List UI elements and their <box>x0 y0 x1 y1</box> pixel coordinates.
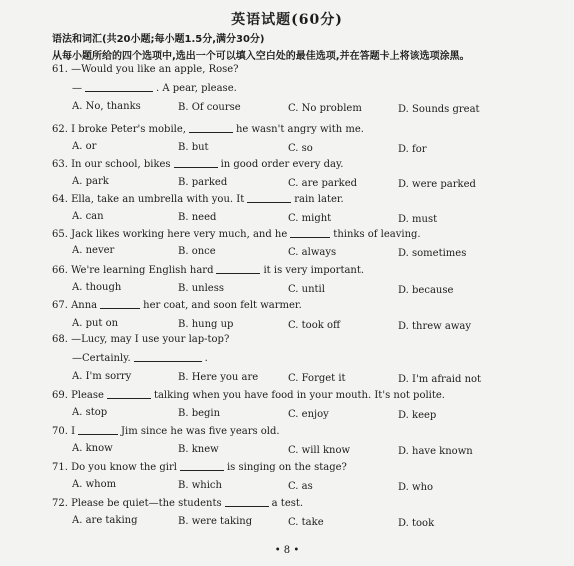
option-a: A. No, thanks <box>72 101 141 112</box>
answer-blank <box>290 228 330 238</box>
option-row <box>0 515 574 529</box>
option-c: C. will know <box>288 445 351 456</box>
question-stem <box>52 497 303 509</box>
stem-text: — <box>72 83 82 94</box>
option-a: A. put on <box>72 318 119 329</box>
option-row <box>0 318 574 332</box>
stem-text: her coat, and soon felt warmer. <box>143 300 302 311</box>
option-d: D. who <box>398 482 434 493</box>
answer-blank <box>180 461 224 471</box>
option-c: C. might <box>288 213 332 224</box>
question-stem <box>72 352 208 364</box>
option-a: A. whom <box>72 479 117 490</box>
option-a: A. know <box>72 443 113 454</box>
option-a: A. are taking <box>72 515 138 526</box>
stem-text: —Certainly. <box>72 353 131 364</box>
option-d: D. sometimes <box>398 248 467 259</box>
option-b: B. unless <box>178 283 224 294</box>
option-c: C. so <box>288 143 313 154</box>
stem-text: rain later. <box>294 194 344 205</box>
answer-blank <box>247 193 291 203</box>
option-row <box>0 211 574 225</box>
option-b: B. parked <box>178 177 228 188</box>
question-stem <box>52 123 364 135</box>
answer-blank <box>225 497 269 507</box>
answer-blank <box>134 352 202 362</box>
option-b: B. need <box>178 212 217 223</box>
option-d: D. for <box>398 144 427 155</box>
answer-blank <box>174 158 218 168</box>
option-a: A. never <box>72 245 115 256</box>
stem-text: 69. Please <box>52 390 104 401</box>
option-b: B. but <box>178 142 209 153</box>
stem-text: . A pear, please. <box>156 83 237 94</box>
option-row <box>0 371 574 385</box>
option-a: A. can <box>72 211 104 222</box>
question-stem <box>52 228 421 240</box>
option-row <box>0 141 574 155</box>
option-b: B. were taking <box>178 516 253 527</box>
option-row <box>0 245 574 259</box>
option-c: C. Forget it <box>288 373 346 384</box>
option-a: A. I'm sorry <box>72 371 132 382</box>
option-d: D. took <box>398 518 435 529</box>
stem-text: 65. Jack likes working here very much, and he <box>52 229 288 240</box>
option-c: C. are parked <box>288 178 358 189</box>
stem-text: 72. Please be quiet—the students <box>52 498 222 509</box>
page-number: • 8 • <box>274 545 300 556</box>
option-c: C. No problem <box>288 103 362 114</box>
option-d: D. must <box>398 214 438 225</box>
section-heading: 语法和词汇(共20小题;每小题1.5分,满分30分) <box>52 34 265 45</box>
option-d: D. keep <box>398 410 437 421</box>
option-b: B. Of course <box>178 102 241 113</box>
stem-text: he wasn't angry with me. <box>235 124 364 135</box>
question-stem <box>52 461 347 473</box>
stem-text: Jim since he was five years old. <box>121 426 280 437</box>
option-c: C. enjoy <box>288 409 329 420</box>
stem-text: 63. In our school, bikes <box>52 159 171 170</box>
stem-text: 70. I <box>52 426 76 437</box>
option-row <box>0 282 574 296</box>
option-c: C. until <box>288 284 325 295</box>
stem-text: 64. Ella, take an umbrella with you. It <box>52 194 245 205</box>
option-a: A. park <box>72 176 109 187</box>
stem-text: . <box>204 353 208 364</box>
option-b: B. once <box>178 246 216 257</box>
question-stem <box>52 193 344 205</box>
question-stem <box>52 264 364 276</box>
option-row <box>0 479 574 493</box>
stem-text: in good order every day. <box>220 159 344 170</box>
option-d: D. were parked <box>398 179 476 190</box>
answer-blank <box>107 389 151 399</box>
answer-blank <box>78 425 118 435</box>
question-stem <box>52 64 239 75</box>
question-stem <box>52 334 229 345</box>
question-stem <box>72 82 237 94</box>
option-d: D. because <box>398 285 454 296</box>
stem-text: thinks of leaving. <box>333 229 421 240</box>
stem-text: 62. I broke Peter's mobile, <box>52 124 186 135</box>
answer-blank <box>85 82 153 92</box>
option-c: C. as <box>288 481 313 492</box>
option-c: C. always <box>288 247 337 258</box>
stem-text: a test. <box>271 498 304 509</box>
option-d: D. threw away <box>398 321 472 332</box>
option-a: A. though <box>72 282 122 293</box>
answer-blank <box>216 264 260 274</box>
question-stem <box>52 389 445 401</box>
page-title: 英语试题(60分) <box>231 12 343 28</box>
option-d: D. I'm afraid not <box>398 374 482 385</box>
stem-text: is singing on the stage? <box>226 462 347 473</box>
option-row <box>0 443 574 457</box>
answer-blank <box>189 123 233 133</box>
stem-text: it is very important. <box>263 265 365 276</box>
option-a: A. stop <box>72 407 108 418</box>
option-row <box>0 407 574 421</box>
stem-text: talking when you have food in your mouth. It's not polite. <box>153 390 445 401</box>
question-stem <box>52 299 302 311</box>
answer-blank <box>100 299 140 309</box>
option-c: C. take <box>288 517 324 528</box>
option-c: C. took off <box>288 320 341 331</box>
option-b: B. begin <box>178 408 221 419</box>
option-b: B. Here you are <box>178 372 259 383</box>
question-stem <box>52 158 343 170</box>
option-row <box>0 101 574 115</box>
option-a: A. or <box>72 141 97 152</box>
option-d: D. have known <box>398 446 473 457</box>
option-b: B. hung up <box>178 319 234 330</box>
stem-text: 68. —Lucy, may I use your lap-top? <box>52 334 230 345</box>
stem-text: 61. —Would you like an apple, Rose? <box>52 64 239 75</box>
option-row <box>0 176 574 190</box>
stem-text: 66. We're learning English hard <box>52 265 214 276</box>
question-stem <box>52 425 280 437</box>
stem-text: 67. Anna <box>52 300 98 311</box>
option-d: D. Sounds great <box>398 104 480 115</box>
option-b: B. which <box>178 480 222 491</box>
option-b: B. knew <box>178 444 219 455</box>
instructions: 从每小题所给的四个选项中,选出一个可以填入空白处的最佳选项,并在答题卡上将该选项涂黑。 <box>52 51 470 62</box>
stem-text: 71. Do you know the girl <box>52 462 177 473</box>
